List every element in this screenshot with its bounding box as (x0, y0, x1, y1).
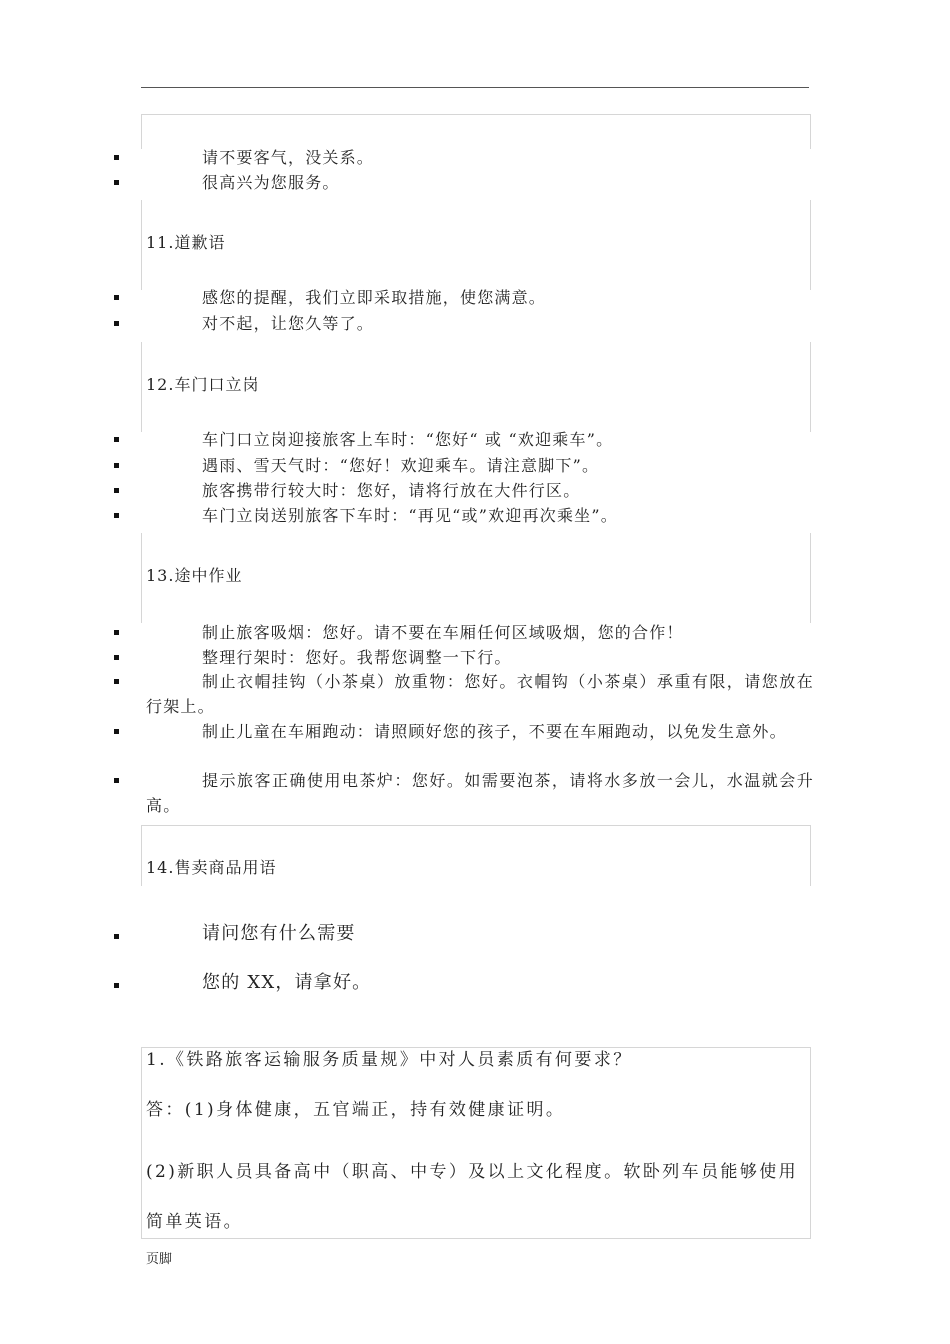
box-frame (141, 114, 811, 149)
box-frame (141, 200, 811, 290)
bullet-icon (114, 729, 119, 734)
list-item: 制止儿童在车厢跑动：请照顾好您的孩子，不要在车厢跑动，以免发生意外。 (114, 719, 814, 744)
list-item: 整理行架时：您好。我帮您调整一下行。 (114, 645, 814, 670)
list-item: 您的 XX，请拿好。 (114, 970, 814, 996)
list-item: 制止衣帽挂钩（小茶桌）放重物：您好。衣帽钩（小茶桌）承重有限，请您放在行架上。 (114, 669, 814, 719)
bullet-icon (114, 934, 119, 939)
section-heading: 11.道歉语 (146, 233, 226, 252)
list-item: 遇雨、雪天气时：“您好！欢迎乘车。请注意脚下”。 (114, 453, 814, 478)
header-rule (141, 87, 809, 88)
list-item: 提示旅客正确使用电茶炉：您好。如需要泡茶，请将水多放一会儿，水温就会升高。 (114, 768, 814, 818)
list-item: 对不起，让您久等了。 (114, 311, 814, 336)
section-heading: 12.车门口立岗 (146, 375, 260, 394)
qa-answer-1: 答：(1)身体健康，五官端正，持有效健康证明。 (146, 1100, 566, 1120)
section-heading: 14.售卖商品用语 (146, 858, 277, 877)
list-item: 很高兴为您服务。 (114, 170, 814, 195)
list-item: 车门口立岗迎接旅客上车时：“您好“ 或 “欢迎乘车”。 (114, 427, 814, 452)
bullet-icon (114, 180, 119, 185)
bullet-icon (114, 679, 119, 684)
qa-question: 1.《铁路旅客运输服务质量规》中对人员素质有何要求？ (146, 1050, 633, 1070)
bullet-icon (114, 983, 119, 988)
bullet-icon (114, 488, 119, 493)
list-item: 感您的提醒，我们立即采取措施，使您满意。 (114, 285, 814, 310)
bullet-icon (114, 295, 119, 300)
list-item: 旅客携带行较大时：您好，请将行放在大件行区。 (114, 478, 814, 503)
bullet-icon (114, 630, 119, 635)
list-item: 请问您有什么需要 (114, 921, 814, 947)
bullet-icon (114, 321, 119, 326)
bullet-icon (114, 463, 119, 468)
qa-answer-2: (2)新职人员具备高中（职高、中专）及以上文化程度。软卧列车员能够使用简单英语。 (146, 1162, 799, 1232)
bullet-icon (114, 513, 119, 518)
page-footer: 页脚 (146, 1252, 173, 1267)
bullet-icon (114, 655, 119, 660)
bullet-icon (114, 155, 119, 160)
bullet-icon (114, 437, 119, 442)
list-item: 车门立岗送别旅客下车时：“再见“或”欢迎再次乘坐”。 (114, 503, 814, 528)
list-item: 制止旅客吸烟：您好。请不要在车厢任何区域吸烟，您的合作！ (114, 620, 814, 645)
list-item: 请不要客气，没关系。 (114, 145, 814, 170)
section-heading: 13.途中作业 (146, 566, 243, 585)
bullet-icon (114, 778, 119, 783)
